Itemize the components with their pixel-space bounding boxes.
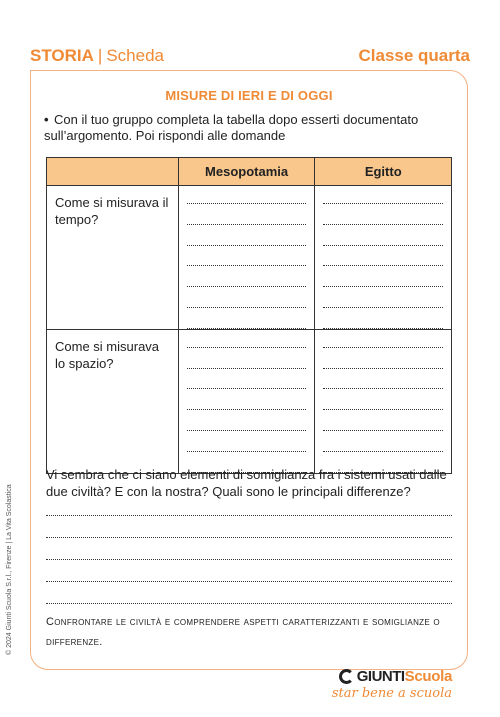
table-row	[47, 329, 452, 473]
table-header-mesopotamia: Mesopotamia	[178, 158, 315, 186]
sheet-label: Scheda	[106, 46, 165, 65]
table-header-egitto: Egitto	[315, 158, 452, 186]
table-header-empty	[47, 158, 179, 186]
logo-brand-suffix: Scuola	[404, 668, 452, 685]
comparison-question: Vi sembra che ci siano elementi di somiglianza fra i sistemi usati dalle due civiltà? E con la nostra? Quali sono le principali differenze?	[46, 467, 447, 499]
answer-cell-mesopotamia-time[interactable]	[178, 186, 315, 330]
header-separator: |	[97, 46, 103, 65]
dotted-lines	[315, 330, 451, 473]
answer-cell-egitto-space[interactable]	[315, 329, 452, 473]
copyright-notice: © 2024 Giunti Scuola S.r.l., Firenze | La Vita Scolastica	[6, 484, 13, 655]
dotted-lines	[179, 186, 315, 329]
instruction	[44, 112, 454, 144]
dotted-lines	[179, 330, 315, 473]
table-header-row	[47, 158, 452, 186]
logo-wordmark	[332, 668, 452, 685]
subject-label	[30, 46, 164, 66]
row-question-space: Come si misurava lo spazio?	[47, 329, 179, 473]
page-title: MISURE DI IERI E DI OGGI	[165, 88, 333, 103]
table-row	[47, 186, 452, 330]
giunti-g-icon	[339, 669, 354, 684]
logo-brand: GIUNTI	[356, 668, 405, 685]
answer-cell-mesopotamia-space[interactable]	[178, 329, 315, 473]
page-header	[30, 45, 470, 67]
grade-label: Classe quarta	[358, 46, 470, 65]
instruction-text: Con il tuo gruppo completa la tabella dopo esserti documentato sull’argomento. Poi rispondi alle domande	[44, 112, 419, 143]
answer-cell-egitto-time[interactable]	[315, 186, 452, 330]
dotted-lines	[315, 186, 451, 329]
learning-objective: Confrontare le civiltà e comprendere aspetti caratterizzanti e somiglianze o differenze.	[46, 616, 440, 648]
publisher-logo	[332, 668, 452, 701]
bullet-icon: •	[44, 112, 49, 127]
answer-area[interactable]	[46, 512, 452, 604]
row-question-time: Come si misurava il tempo?	[47, 186, 179, 330]
subject-name: STORIA	[30, 46, 94, 65]
logo-tagline: star bene a scuola	[331, 686, 452, 701]
comparison-table	[46, 157, 452, 474]
